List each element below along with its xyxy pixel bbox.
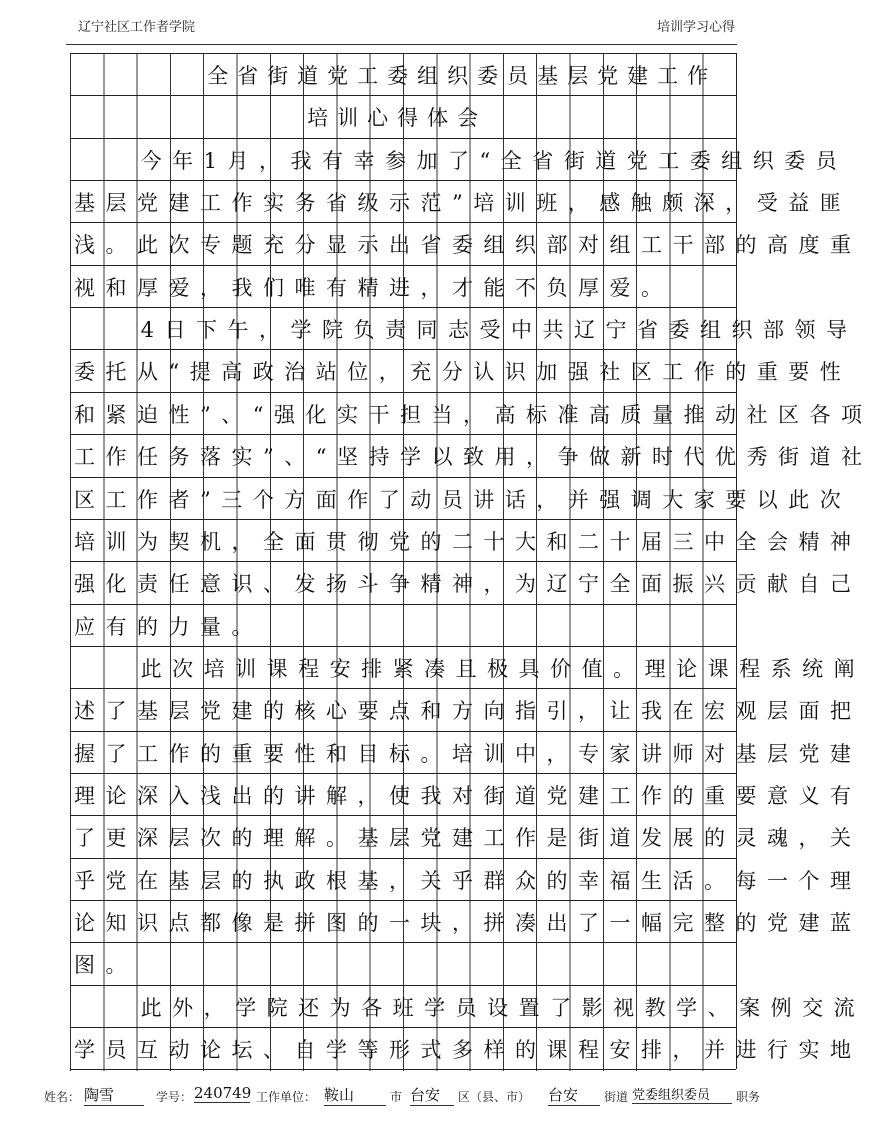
header-rule [66,44,737,45]
line-text: 理论深入浅出的讲解，使我对街道党建工作的重要意义有 [74,783,862,808]
text-line [70,815,862,859]
text-line [70,519,862,563]
position-label: 职务 [736,1090,761,1104]
line-text: 论知识点都像是拼图的一块，拼凑出了一幅完整的党建蓝 [74,911,862,935]
text-line [70,688,862,732]
line-text: 应有的力量。 [74,614,263,639]
text-line [70,307,858,351]
grid-border-bottom [70,1069,736,1070]
header-institution: 辽宁社区工作者学院 [78,20,196,35]
text-line [70,265,736,309]
text-line [70,646,866,690]
id-label: 学号： [156,1090,193,1104]
city-value: 鞍山 [324,1084,386,1106]
line-text: 握了工作的重要性和目标。培训中，专家讲师对基层党建 [74,741,862,766]
title-text: 全省街道党工委组织委员基层党建工作 [207,64,718,88]
line-text: 此外，学院还为各班学员设置了影视教学、案例交流 [140,995,866,1020]
text-line [70,858,862,902]
line-text: 和紧迫性”、“强化实干担当，高标准高质量推动社区各项 [74,402,872,427]
page-header [78,14,735,38]
text-line [70,1027,862,1071]
line-text: 委托从“提高政治站位，充分认识加强社区工作的重要性 [74,360,852,385]
district-label: 区（县、市） [458,1090,531,1104]
line-text: 今年1月，我有幸参加了“全省街道党工委组织委员 [140,148,848,173]
position-value: 党委组织委员 [632,1084,732,1104]
title-line [70,53,736,97]
line-text: 4日下午，学院负责同志受中共辽宁省委组织部领导 [140,318,858,343]
text-line [70,477,852,521]
text-line [70,985,866,1029]
line-text: 图。 [74,953,137,978]
signature-footer [44,1078,764,1118]
text-line [70,434,872,478]
manuscript-grid [70,53,872,1069]
text-line [70,349,852,393]
line-text: 浅。此次专题充分显示出省委组织部对组工干部的高度重 [74,233,862,258]
line-text: 视和厚爱，我们唯有精进，才能不负厚爱。 [74,275,673,300]
name-label: 姓名： [44,1090,81,1104]
id-value: 240749 [194,1084,252,1102]
title-line [70,95,736,139]
line-text: 此次培训课程安排紧凑且极具价值。理论课程系统阐 [140,656,866,681]
line-text: 述了基层党建的核心要点和方向指引，让我在宏观层面把 [74,699,862,724]
text-line [70,180,852,224]
text-line [70,773,862,817]
title-text: 培训心得体会 [307,106,488,131]
name-value: 陶雪 [84,1084,144,1106]
line-text: 区工作者”三个方面作了动员讲话，并强调大家要以此次 [74,487,852,512]
text-line [70,138,848,182]
line-text: 培训为契机，全面贯彻党的二十大和二十届三中全会精神 [74,529,862,554]
city-label: 市 [390,1090,403,1104]
text-line [70,392,872,436]
line-text: 基层党建工作实务省级示范”培训班，感触颇深，受益匪 [74,191,852,216]
unit-label: 工作单位： [256,1090,317,1104]
text-line [70,604,736,648]
line-text: 了更深层次的理解。基层党建工作是街道发展的灵魂，关 [74,826,862,851]
street-value: 台安 [548,1084,600,1106]
street-label: 街道 [604,1090,629,1104]
text-line [70,900,862,944]
text-line [70,222,862,266]
text-line [70,561,862,605]
text-line [70,731,862,775]
line-text: 强化责任意识、发扬斗争精神，为辽宁全面振兴贡献自己 [74,572,862,597]
district-value: 台安 [410,1084,454,1106]
text-line [70,942,736,986]
line-text: 乎党在基层的执政根基，关乎群众的幸福生活。每一个理 [74,868,862,893]
line-text: 学员互动论坛、自学等形式多样的课程安排，并进行实地 [74,1038,862,1063]
line-text: 工作任务落实”、“坚持学以致用，争做新时代优秀街道社 [74,445,872,470]
header-doc-type: 培训学习心得 [656,20,735,35]
